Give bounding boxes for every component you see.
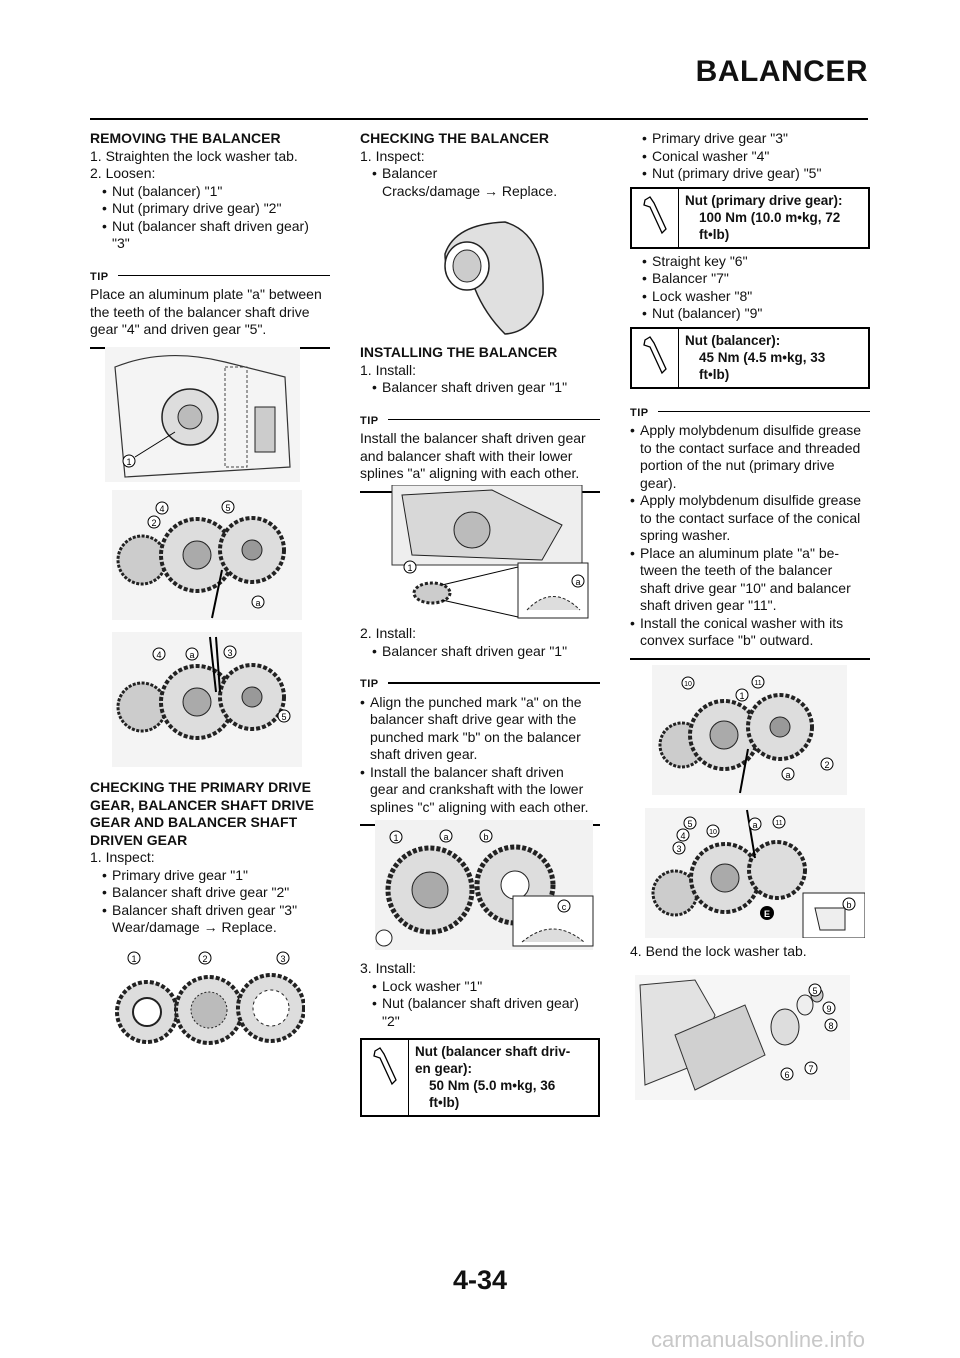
inspect-result (372, 183, 600, 201)
figure-label: a (443, 832, 449, 842)
tip-line: shaft driven gear. (370, 746, 478, 762)
inspect-result (102, 919, 330, 937)
spec-value: 100 Nm (10.0 m•kg, 72 (699, 209, 841, 225)
list-item-cont: "2" (382, 1012, 400, 1029)
figure-label: 5 (225, 503, 231, 513)
figure-gears-c (652, 665, 847, 795)
tip-line: gear "4" and driven gear "5". (90, 321, 267, 337)
spec-label: Nut (balancer shaft driv- (415, 1044, 571, 1059)
figure-label: 3 (280, 954, 286, 964)
page-number: 4-34 (452, 1265, 508, 1295)
tip-line: and balancer shaft with their lower (360, 447, 573, 464)
spec-value: ft•lb) (699, 226, 730, 242)
figure-label: 2 (151, 518, 157, 528)
column-2 (360, 130, 600, 200)
section-title-line: DRIVEN GEAR (90, 831, 188, 848)
figure-label: 1 (126, 457, 132, 467)
list-item: • Primary drive gear "1" (102, 867, 330, 885)
tip-label: TIP (630, 407, 653, 419)
tip-line: tween the teeth of the balancer (640, 562, 833, 578)
list-item: • Lock washer "1" (372, 978, 600, 996)
column-3 (630, 130, 870, 660)
list-item: • Lock washer "8" (642, 288, 870, 306)
figure-gears-d (645, 808, 865, 938)
spec-label: Nut (balancer): (685, 332, 781, 348)
figure-label: a (575, 577, 581, 587)
figure-gears-b (112, 632, 302, 767)
list-item: • Straight key "6" (642, 253, 870, 271)
step: 2. Install: (360, 625, 417, 641)
result-text: Cracks/damage (382, 182, 481, 199)
tip-line: gear and crankshaft with the lower (370, 781, 584, 797)
header-rule (90, 118, 868, 120)
column-2-install3 (360, 960, 600, 1117)
spec-value: 45 Nm (4.5 m•kg, 33 (699, 349, 826, 365)
figure-label: 9 (826, 1004, 832, 1014)
figure-label: 11 (754, 680, 762, 687)
spec-value: ft•lb) (429, 1095, 460, 1110)
figure-label: 5 (687, 819, 693, 829)
tip-line: • Align the punched mark "a" on the (360, 694, 600, 712)
column-2-install (360, 344, 600, 493)
list-item: • Balancer shaft driven gear "1" (372, 379, 600, 397)
tip-line: Place an aluminum plate "a" between (90, 286, 322, 302)
section-title-checking-balancer: CHECKING THE BALANCER (360, 130, 549, 146)
tip-box (360, 407, 600, 493)
spec-label: Nut (primary drive gear): (685, 192, 843, 208)
torque-spec-box (630, 187, 870, 249)
spec-label: en gear): (415, 1061, 473, 1076)
figure-label: 1 (739, 691, 745, 701)
step: 1. Inspect: (360, 147, 425, 164)
figure-three-gears (105, 950, 305, 1045)
torque-wrench-icon (632, 329, 679, 387)
tip-label: TIP (90, 271, 113, 283)
tip-line: shaft driven gear "11". (640, 597, 777, 613)
figure-label: a (785, 770, 791, 780)
tip-line: to the contact surface and threaded (640, 439, 861, 456)
figure-label: 2 (824, 760, 830, 770)
torque-wrench-icon (632, 189, 679, 247)
list-item: • Nut (balancer) "1" (102, 183, 330, 201)
figure-label: 11 (775, 820, 783, 827)
watermark: carmanualsonline.info (650, 1327, 865, 1352)
step: 4. Bend the lock washer tab. (630, 943, 807, 959)
list-item: • Conical washer "4" (642, 148, 870, 166)
section-title-line: CHECKING THE PRIMARY DRIVE (90, 779, 311, 795)
column-2-install2 (360, 625, 600, 826)
list-item: • Nut (balancer shaft driven gear) (372, 995, 600, 1013)
figure-label: 5 (812, 986, 818, 996)
figure-label: c (561, 902, 567, 912)
list-item-cont: "3" (112, 235, 130, 251)
column-1 (90, 130, 330, 349)
spec-value: ft•lb) (699, 366, 730, 382)
figure-label: b (846, 900, 852, 910)
tip-line: spring washer. (640, 527, 731, 543)
tip-line: shaft drive gear "10" and balancer (640, 579, 851, 596)
section-title-line: GEAR, BALANCER SHAFT DRIVE (90, 796, 315, 813)
figure-lock-washer (635, 975, 850, 1100)
figure-label: 10 (684, 681, 692, 688)
arrow-right-icon: → (483, 182, 498, 199)
replace-text: Replace. (501, 182, 558, 199)
figure-label: 7 (808, 1064, 814, 1074)
step: 1. Straighten the lock washer tab. (90, 147, 298, 164)
figure-label: 1 (407, 563, 413, 573)
figure-label: 3 (227, 648, 233, 658)
list-item: • Balancer shaft drive gear "2" (102, 884, 330, 902)
figure-label: a (255, 598, 261, 608)
grease-symbol-label: E (763, 909, 771, 919)
tip-box (630, 399, 870, 660)
figure-install-driven-gear (372, 485, 592, 620)
figure-balancer-nut (105, 347, 300, 482)
tip-line: to the contact surface of the conical (640, 509, 861, 526)
tip-line: • Apply molybdenum disulfide grease (630, 422, 870, 440)
spec-value: 50 Nm (5.0 m•kg, 36 (429, 1078, 556, 1093)
figure-label: a (189, 650, 195, 660)
tip-line: • Install the conical washer with its (630, 615, 870, 633)
figure-label: 8 (828, 1021, 834, 1031)
figure-label: 4 (680, 831, 686, 841)
figure-label: 1 (393, 833, 399, 843)
section-title-installing: INSTALLING THE BALANCER (360, 344, 558, 360)
tip-box (360, 670, 600, 826)
tip-label: TIP (360, 415, 383, 427)
arrow-right-icon: → (203, 919, 218, 935)
tip-line: gear). (640, 474, 677, 491)
tip-line: splines "a" aligning with each other. (360, 465, 580, 481)
figure-label: 4 (156, 650, 162, 660)
step: 1. Inspect: (90, 849, 155, 865)
torque-wrench-icon (362, 1040, 409, 1115)
tip-line: the teeth of the balancer shaft drive (90, 303, 310, 320)
tip-line: punched mark "b" on the balancer (370, 728, 581, 745)
figure-label: b (483, 832, 489, 842)
step: 3. Install: (360, 960, 417, 976)
figure-balancer-weight (425, 214, 550, 339)
torque-spec-box (360, 1038, 600, 1117)
list-item: • Primary drive gear "3" (642, 130, 870, 148)
tip-line: Install the balancer shaft driven gear (360, 430, 586, 446)
step: 1. Install: (360, 361, 417, 378)
tip-line: • Install the balancer shaft driven (360, 764, 600, 782)
tip-box (90, 263, 330, 349)
tip-line: convex surface "b" outward. (640, 632, 814, 648)
figure-label: 5 (281, 712, 287, 722)
list-item: • Nut (primary drive gear) "2" (102, 200, 330, 218)
result-text: Wear/damage (112, 919, 200, 935)
tip-line: portion of the nut (primary drive (640, 457, 835, 473)
tip-line: • Apply molybdenum disulfide grease (630, 492, 870, 510)
replace-text: Replace. (221, 919, 277, 935)
tip-line: splines "c" aligning with each other. (370, 798, 589, 815)
list-item: • Balancer shaft driven gear "3" (102, 902, 330, 920)
figure-label: 3 (676, 844, 682, 854)
tip-line: balancer shaft drive gear with the (370, 711, 577, 727)
column-3-step4 (630, 943, 870, 961)
figure-label: a (752, 820, 758, 830)
section-title-removing: REMOVING THE BALANCER (90, 130, 281, 146)
figure-label: 1 (131, 954, 137, 964)
list-item: • Nut (balancer shaft driven gear) (102, 218, 330, 236)
tip-line: • Place an aluminum plate "a" be- (630, 545, 870, 563)
list-item: • Balancer (372, 165, 600, 183)
torque-spec-box (630, 327, 870, 389)
figure-label: 6 (784, 1070, 790, 1080)
list-item: • Balancer "7" (642, 270, 870, 288)
figure-label: 4 (159, 504, 165, 514)
list-item: • Nut (primary drive gear) "5" (642, 165, 870, 183)
list-item: • Nut (balancer) "9" (642, 305, 870, 323)
section-title-line: GEAR AND BALANCER SHAFT (90, 814, 298, 830)
page-title: BALANCER (695, 55, 868, 88)
list-item: • Balancer shaft driven gear "1" (372, 643, 600, 661)
step: 2. Loosen: (90, 165, 156, 181)
figure-label: 10 (709, 829, 717, 836)
tip-label: TIP (360, 678, 383, 690)
column-1-lower (90, 779, 330, 937)
figure-punch-marks (370, 820, 598, 950)
figure-label: 2 (202, 954, 208, 964)
figure-gears-a (112, 490, 302, 620)
